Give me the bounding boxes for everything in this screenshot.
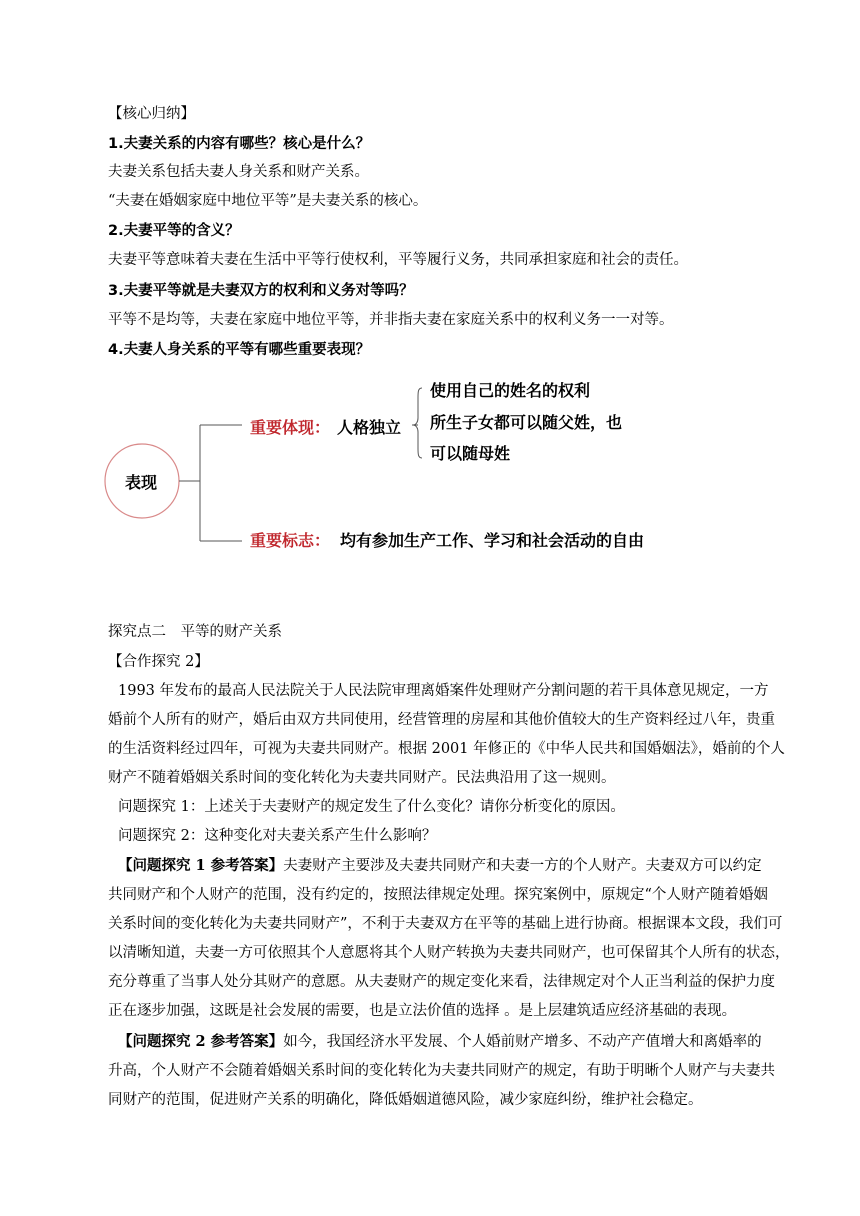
branch-2-text: 均有参加生产工作、学习和社会活动的自由 [340, 531, 645, 550]
question-1: 1.夫妻关系的内容有哪些？核心是什么？ [108, 136, 371, 152]
answer-3: 平等不是均等，夫妻在家庭中地位平等，并非指夫妻在家庭关系中的权利义务一一对等。 [108, 312, 674, 328]
branch-connectors [179, 425, 242, 541]
para1-line-1: 1993 年发布的最高人民法院关于人民法院审理离婚案件处理财产分割问题的若干具体意见规定，一方 [118, 683, 769, 699]
answer-2-line-1 [118, 1032, 762, 1052]
para1-line-4: 财产不随着婚姻关系时间的变化转化为夫妻共同财产。民法典沿用了这一规则。 [108, 770, 616, 786]
answer-1-label: 【问题探究 1 参考答案】 [118, 857, 284, 874]
expression-diagram [100, 368, 700, 568]
answer-1-line-6: 正在逐步加强，这既是社会发展的需要，也是立法价值的选择 。是上层建筑适应经济基础的表现。 [108, 1003, 737, 1019]
answer-2-line-3: 同财产的范围，促进财产关系的明确化，降低婚姻道德风险，减少家庭纠纷，维护社会稳定。 [108, 1092, 703, 1108]
answer-1-line-1 [118, 856, 762, 876]
answer-2-line-2: 升高，个人财产不会随着婚姻关系时间的变化转化为夫妻共同财产的规定，有助于明晰个人财产与夫妻共 [108, 1063, 775, 1079]
question-2: 2.夫妻平等的含义？ [108, 223, 240, 239]
answer-2-label: 【问题探究 2 参考答案】 [118, 1033, 284, 1050]
branch-2-label: 重要标志： [250, 531, 331, 550]
branch-1-text: 人格独立 [337, 418, 402, 437]
para1-line-2: 婚前个人所有的财产，婚后由双方共同使用，经营管理的房屋和其他价值较大的生产资料经过八年，贵重 [108, 712, 775, 728]
problem-1: 问题探究 1：上述关于夫妻财产的规定发生了什么变化？请你分析变化的原因。 [118, 799, 625, 815]
answer-1-line-4: 以清晰知道，夫妻一方可依照其个人意愿将其个人财产转换为夫妻共同财产，也可保留其个人所有的状态， [108, 945, 790, 961]
answer-2-text-1: 如今，我国经济水平发展、个人婚前财产增多、不动产产值增大和离婚率的 [283, 1034, 762, 1050]
answer-2: 夫妻平等意味着夫妻在生活中平等行使权利，平等履行义务，共同承担家庭和社会的责任。 [108, 252, 688, 268]
branch-1-label: 重要体现： [250, 418, 331, 437]
center-label: 表现 [125, 473, 158, 492]
branch-1-item-2: 所生子女都可以随父姓，也 [430, 413, 623, 432]
answer-1-line-2: “夫妻在婚姻家庭中地位平等”是夫妻关系的核心。 [108, 193, 428, 209]
para1-line-3: 的生活资料经过四年，可视为夫妻共同财产。根据 2001 年修正的《中华人民共和国婚姻法》，婚前的个人 [108, 741, 785, 757]
core-summary-heading: 【核心归纳】 [108, 106, 195, 122]
answer-1-line-5: 充分尊重了当事人处分其财产的意愿。从夫妻财产的规定变化来看，法律规定对个人正当利益的保护力度 [108, 974, 775, 990]
cooperation-heading: 【合作探究 2】 [108, 654, 209, 670]
answer-1-line-1: 夫妻关系包括夫妻人身关系和财产关系。 [108, 164, 369, 180]
items-brace [412, 388, 422, 458]
branch-1-item-1: 使用自己的姓名的权利 [430, 381, 591, 400]
answer-1-text-1: 夫妻财产主要涉及夫妻共同财产和夫妻一方的个人财产。夫妻双方可以约定 [283, 858, 762, 874]
problem-2: 问题探究 2：这种变化对夫妻关系产生什么影响？ [118, 828, 437, 844]
answer-1-line-2: 共同财产和个人财产的范围，没有约定的，按照法律规定处理。探究案例中，原规定“个人财产随着婚姻 [108, 887, 768, 903]
question-3: 3.夫妻平等就是夫妻双方的权利和义务对等吗？ [108, 283, 414, 299]
answer-1-line-3: 关系时间的变化转化为夫妻共同财产”，不利于夫妻双方在平等的基础上进行协商。根据课本文段，我们可 [108, 916, 783, 932]
section-2-title: 探究点二 平等的财产关系 [108, 624, 282, 640]
branch-1-item-3: 可以随母姓 [430, 444, 511, 463]
question-4: 4.夫妻人身关系的平等有哪些重要表现？ [108, 342, 371, 358]
